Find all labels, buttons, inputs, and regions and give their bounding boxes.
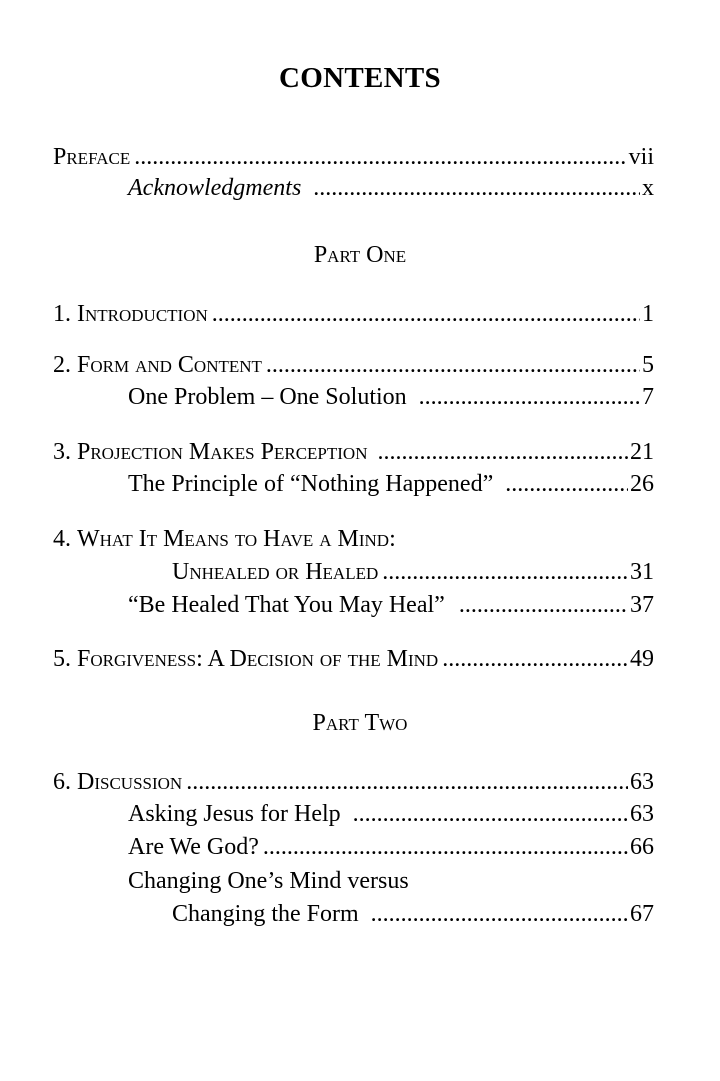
toc-label: Acknowledgments [128,175,302,201]
leader-dots [505,469,628,499]
toc-page: x [642,175,654,201]
toc-page: 21 [630,439,654,465]
leader-dots [266,350,640,380]
leader-dots [459,590,628,620]
toc-label: The Principle of “Nothing Happened” [128,471,494,497]
part-heading: Part One [313,242,407,268]
toc-entry-section-cont[interactable] [172,899,654,929]
toc-entry-section[interactable] [128,832,654,862]
leader-dots [419,382,640,412]
toc-entry-acknowledgments[interactable] [128,173,654,203]
toc-page: 31 [630,559,654,585]
part-heading: Part Two [312,710,408,736]
leader-dots [212,299,640,329]
toc-label-text: Forgiveness: A Decision of the Mind [77,646,439,672]
toc-label: One Problem – One Solution [128,384,407,410]
toc-entry-chapter-2[interactable] [53,350,654,380]
toc-label: 5. Forgiveness: A Decision of the Mind [53,646,439,672]
toc-page: 37 [630,592,654,618]
toc-label: 1. Introduction [53,301,208,327]
toc-entry-chapter-6[interactable] [53,767,654,797]
page-title: CONTENTS [279,62,441,94]
leader-dots [382,557,628,587]
toc-page: 26 [630,471,654,497]
toc-label: Are We God? [128,834,259,860]
toc-entry-chapter-4-cont[interactable] [172,557,654,587]
toc-entry-section[interactable] [128,382,654,412]
toc-label: 6. Discussion [53,769,183,795]
toc-label: Changing the Form [172,901,359,927]
toc-page: 63 [630,769,654,795]
toc-entry-chapter-1[interactable] [53,299,654,329]
toc-label: Unhealed or Healed [172,559,379,585]
toc-entry-section[interactable] [128,590,654,620]
toc-page: 5 [642,352,654,378]
toc-entry-section[interactable] [128,799,654,829]
toc-page: 7 [642,384,654,410]
toc-entry-section[interactable] [128,469,654,499]
toc-label: “Be Healed That You May Heal” [128,592,445,618]
toc-entry-chapter-3[interactable] [53,437,654,467]
toc-page: 66 [630,834,654,860]
toc-entry-chapter-4[interactable]: 4. What It Means to Have a Mind: [53,526,396,552]
toc-entry-chapter-5[interactable] [53,644,654,674]
leader-dots [442,644,628,674]
leader-dots [313,173,640,203]
toc-page: 63 [630,801,654,827]
leader-dots [134,142,626,172]
toc-label: Asking Jesus for Help [128,801,341,827]
toc-label-text: Projection Makes Perception [77,439,368,465]
toc-entry-section[interactable]: Changing One’s Mind versus [128,868,409,894]
toc-label-text: Form and Content [77,352,262,378]
toc-label: 3. Projection Makes Perception [53,439,368,465]
leader-dots [186,767,628,797]
toc-label-text: Introduction [77,301,208,327]
toc-label: Preface [53,144,131,170]
toc-entry-preface[interactable] [53,142,654,172]
toc-page: 67 [630,901,654,927]
leader-dots [263,832,628,862]
toc-page: 49 [630,646,654,672]
toc-label-text: Discussion [77,769,183,795]
toc-label-text: What It Means to Have a Mind: [77,526,396,552]
leader-dots [371,899,628,929]
toc-label: 2. Form and Content [53,352,262,378]
leader-dots [353,799,628,829]
toc-page: vii [628,144,654,170]
toc-page: 1 [642,301,654,327]
leader-dots [377,437,628,467]
